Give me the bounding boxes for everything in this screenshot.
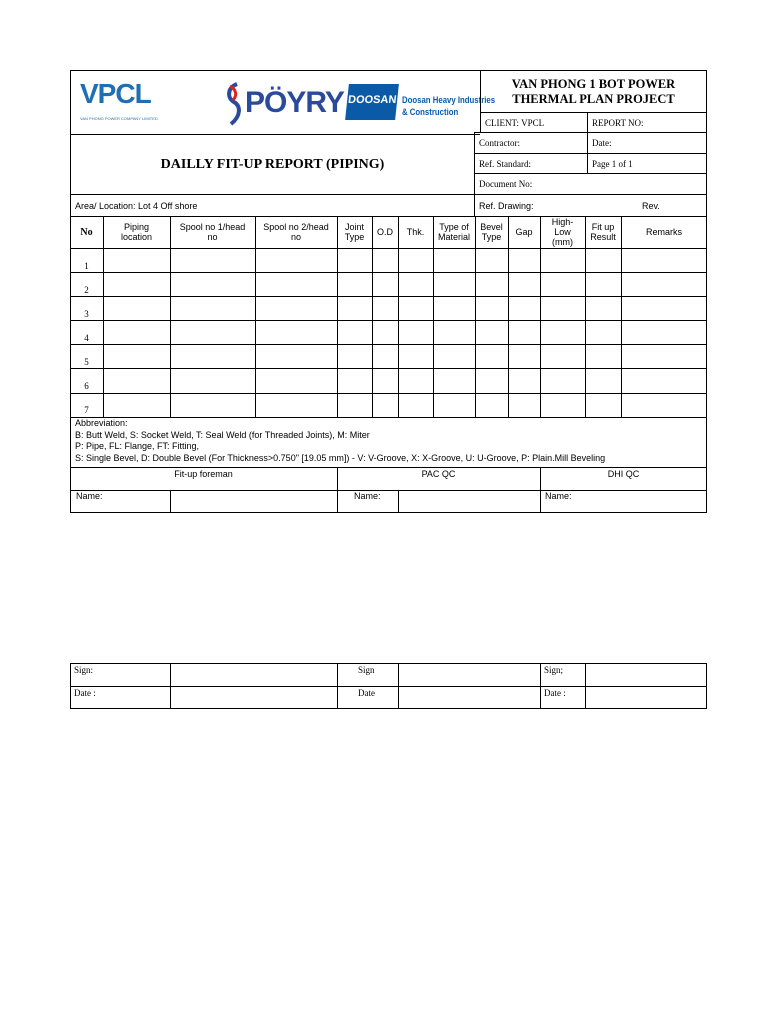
row-number: 1 xyxy=(84,261,89,271)
sign-label-1: Sign: xyxy=(74,665,94,675)
abbreviation-title: Abbreviation: xyxy=(75,418,128,428)
report-no-cell: REPORT NO: xyxy=(587,112,707,132)
row-number: 4 xyxy=(84,333,89,343)
name-label-pac: Name: xyxy=(354,491,381,501)
abbreviation-line3: S: Single Bevel, D: Double Bevel (For Thickness>0.750" [19.05 mm]) - V: V-Groove, X: X-Groove, U: U-Groove, P: Plain.Mill Beveling xyxy=(75,452,606,463)
date-label-2: Date xyxy=(358,688,375,698)
area-location: Area/ Location: Lot 4 Off shore xyxy=(70,194,474,216)
sign-label-3: Sign; xyxy=(544,665,564,675)
dhi-qc-label: DHI QC xyxy=(607,469,640,479)
vpcl-logo-subtext: VAN PHONG POWER COMPANY LIMITED xyxy=(80,116,158,121)
date-label-1: Date : xyxy=(74,688,96,698)
date-label-3: Date : xyxy=(544,688,566,698)
vpcl-logo xyxy=(80,78,158,128)
col-header-no: No xyxy=(80,226,93,238)
row-number: 2 xyxy=(84,285,89,295)
ref-drawing-cell: Ref. Drawing: xyxy=(474,194,638,216)
col-header-gap: Gap xyxy=(515,227,533,237)
fitup-foreman-label: Fit-up foreman xyxy=(174,469,233,479)
date-cell: Date: xyxy=(587,132,707,153)
doosan-caption-line1: Doosan Heavy Industries xyxy=(402,95,496,106)
col-header-bevel-type: Bevel Type xyxy=(480,222,503,242)
page-cell: Page 1 of 1 xyxy=(587,153,707,173)
vpcl-logo-text: VPCL xyxy=(80,78,151,109)
project-title: VAN PHONG 1 BOT POWER THERMAL PLAN PROJECT xyxy=(480,70,707,112)
client-cell: CLIENT: VPCL xyxy=(480,112,587,132)
contractor-cell: Contractor: xyxy=(474,132,587,153)
col-header-spool-2: Spool no 2/head no xyxy=(263,222,329,242)
col-header-remarks: Remarks xyxy=(645,227,682,237)
row-number: 5 xyxy=(84,357,89,367)
row-number: 7 xyxy=(84,405,89,415)
col-header-high-low: High-Low (mm) xyxy=(551,217,574,247)
pac-qc-label: PAC QC xyxy=(421,469,456,479)
name-label-dhi: Name: xyxy=(545,491,572,501)
row-number: 6 xyxy=(84,381,89,391)
sign-label-2: Sign xyxy=(358,665,375,675)
abbreviation-line2: P: Pipe, FL: Flange, FT: Fitting, xyxy=(75,441,200,451)
ref-standard-cell: Ref. Standard: xyxy=(474,153,587,173)
document-no-cell: Document No: xyxy=(474,173,707,194)
doosan-logo-text: DOOSAN xyxy=(347,94,397,106)
poyry-swirl-icon xyxy=(225,82,243,126)
col-header-spool-1: Spool no 1/head no xyxy=(179,222,246,242)
col-header-type-of-material: Type of Material xyxy=(437,222,470,242)
col-header-thk: Thk. xyxy=(406,227,425,237)
poyry-logo-text: PÖYRY xyxy=(245,86,344,119)
doosan-logo-mark xyxy=(345,84,399,120)
col-header-piping-location: Piping location xyxy=(120,222,153,242)
abbreviation-line1: B: Butt Weld, S: Socket Weld, T: Seal Weld (for Threaded Joints), M: Miter xyxy=(75,429,370,440)
poyry-logo xyxy=(225,80,344,128)
col-header-fit-up-result: Fit up Result xyxy=(590,222,616,242)
abbreviation-block xyxy=(75,418,705,464)
rev-cell: Rev. xyxy=(638,194,707,216)
name-label-foreman: Name: xyxy=(76,491,103,501)
col-header-joint-type: Joint Type xyxy=(344,222,365,242)
col-header-od: O.D xyxy=(376,227,393,237)
doosan-caption-line2: & Construction xyxy=(402,107,459,118)
report-title: DAILLY FIT-UP REPORT (PIPING) xyxy=(70,135,474,194)
row-number: 3 xyxy=(84,309,89,319)
